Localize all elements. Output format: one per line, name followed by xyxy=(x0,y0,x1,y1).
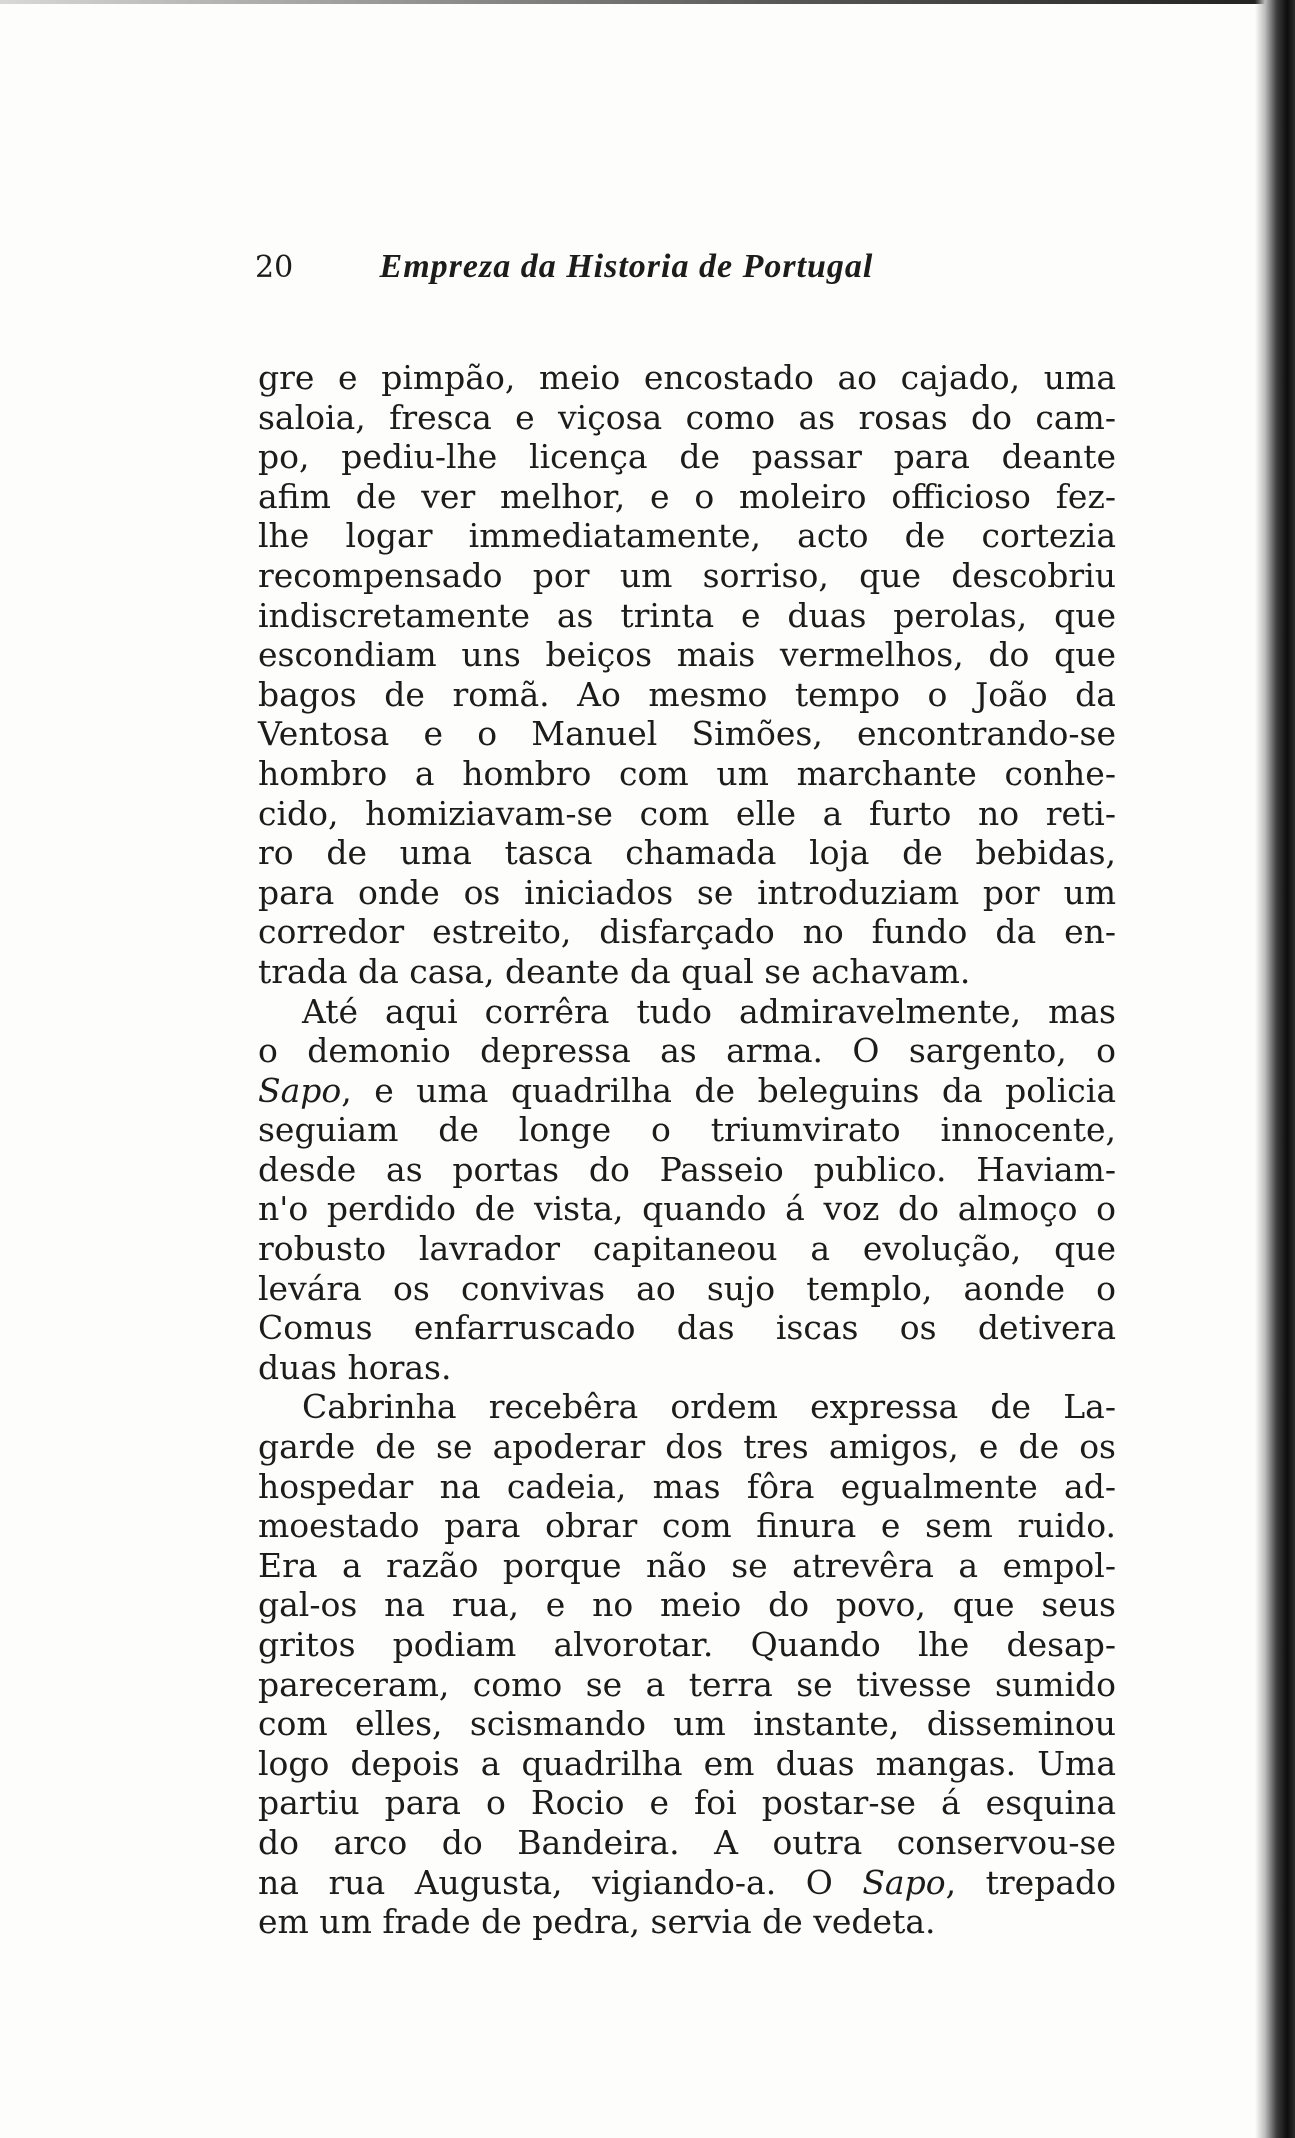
text-line: n'o perdido de vista, quando á voz do almoço o xyxy=(258,1189,1116,1229)
text-line: levára os convivas ao sujo templo, aonde o xyxy=(258,1268,1116,1308)
text-line: recompensado por um sorriso, que descobriu xyxy=(258,555,1116,595)
text-line-start: na rua Augusta, vigiando-a. O xyxy=(258,1862,863,1902)
text-line: partiu para o Rocio e foi postar-se á esquina xyxy=(258,1783,1116,1823)
page-number: 20 xyxy=(255,250,294,285)
text-line: Comus enfarruscado das iscas os detivera xyxy=(258,1308,1116,1348)
text-line: lhe logar immediatamente, acto de cortezia xyxy=(258,516,1116,556)
text-line: indiscretamente as trinta e duas perolas, que xyxy=(258,595,1116,635)
text-line: gre e pimpão, meio encostado ao cajado, uma xyxy=(258,358,1116,397)
text-line: garde de se apoderar dos tres amigos, e de os xyxy=(258,1427,1116,1467)
text-line: com elles, scismando um instante, disseminou xyxy=(258,1704,1116,1744)
text-line-continuation: , trepado xyxy=(945,1862,1116,1902)
text-line: saloia, fresca e viçosa como as rosas do cam- xyxy=(258,397,1116,437)
paragraph-start-line: Até aqui corrêra tudo admiravelmente, mas xyxy=(302,991,1116,1031)
italic-name-sapo: Sapo xyxy=(258,1070,342,1110)
text-line: gritos podiam alvorotar. Quando lhe desap- xyxy=(258,1625,1116,1664)
text-line: duas horas. xyxy=(258,1347,452,1387)
text-line: bagos de romã. Ao mesmo tempo o João da xyxy=(258,674,1116,714)
text-line: desde as portas do Passeio publico. Haviam- xyxy=(258,1149,1116,1189)
italic-name-sapo: Sapo xyxy=(862,1862,946,1902)
text-line: o demonio depressa as arma. O sargento, o xyxy=(258,1031,1116,1071)
text-line-continuation: , e uma quadrilha de beleguins da policia xyxy=(341,1070,1116,1110)
text-line: hospedar na cadeia, mas fôra egualmente ad- xyxy=(258,1466,1116,1506)
running-title: Empreza da Historia de Portugal xyxy=(379,248,874,285)
text-line: para onde os iniciados se introduziam por um xyxy=(258,872,1116,912)
text-line xyxy=(258,1071,1116,1111)
text-line: escondiam uns beiços mais vermelhos, do que xyxy=(258,635,1116,675)
text-line: pareceram, como se a terra se tivesse sumido xyxy=(258,1664,1116,1704)
text-line: corredor estreito, disfarçado no fundo da en- xyxy=(258,912,1116,952)
running-header xyxy=(255,248,1135,296)
page-binding-edge xyxy=(1255,0,1295,2138)
paragraph-start-line: Cabrinha recebêra ordem expressa de La- xyxy=(302,1387,1116,1427)
text-line: seguiam de longe o triumvirato innocente, xyxy=(258,1110,1116,1150)
text-line: po, pediu-lhe licença de passar para deante xyxy=(258,437,1116,477)
text-line: gal-os na rua, e no meio do povo, que seus xyxy=(258,1585,1116,1625)
top-edge-rule xyxy=(0,0,1270,4)
text-line: em um frade de pedra, servia de vedeta. xyxy=(258,1902,936,1942)
text-line: ro de uma tasca chamada loja de bebidas, xyxy=(258,833,1116,873)
text-line: robusto lavrador capitaneou a evolução, que xyxy=(258,1229,1116,1269)
text-line: logo depois a quadrilha em duas mangas. Uma xyxy=(258,1743,1116,1783)
text-line: do arco do Bandeira. A outra conservou-se xyxy=(258,1822,1116,1862)
text-line xyxy=(258,1863,1116,1903)
text-line: Ventosa e o Manuel Simões, encontrando-se xyxy=(258,714,1116,754)
text-line: trada da casa, deante da qual se achavam. xyxy=(258,951,971,991)
text-line: afim de ver melhor, e o moleiro officioso fez- xyxy=(258,476,1116,516)
text-line: moestado para obrar com finura e sem ruido. xyxy=(258,1506,1116,1546)
text-body xyxy=(258,358,1116,1942)
text-line: Era a razão porque não se atrevêra a empol- xyxy=(258,1545,1116,1585)
text-line: cido, homiziavam-se com elle a furto no reti- xyxy=(258,793,1116,833)
text-line: hombro a hombro com um marchante conhe- xyxy=(258,753,1116,793)
